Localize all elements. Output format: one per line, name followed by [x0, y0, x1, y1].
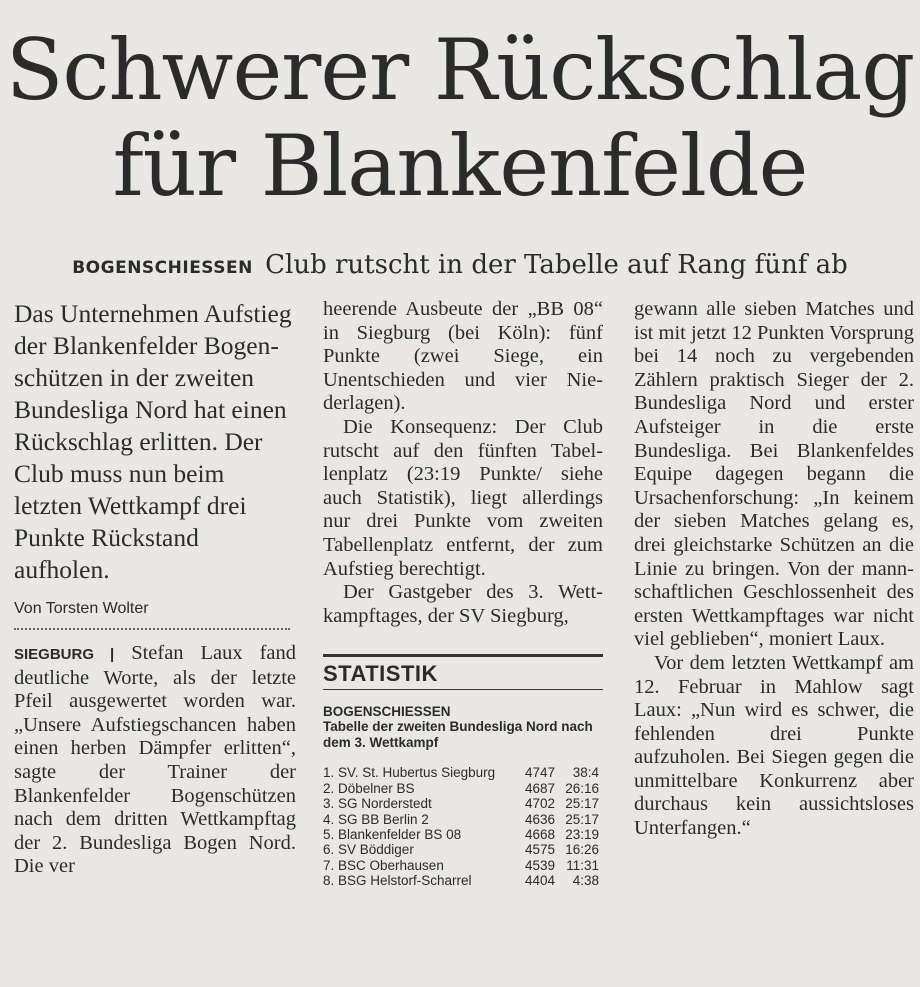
article-paragraph: heerende Ausbeute der „BB 08“ in Siegburg (bei Köln): fünf Punkte (zwei Siege, ein Unentschieden und vier Niederlagen).	[323, 298, 603, 415]
statistics-caption: Tabelle der zweiten Bundesliga Nord nach dem 3. Wettkampf	[323, 719, 593, 751]
table-row	[323, 858, 599, 873]
article-column-3	[634, 298, 914, 841]
article-column-2	[323, 298, 603, 889]
statistics-box	[323, 654, 603, 888]
rings-value: 4636	[524, 811, 555, 827]
table-row	[323, 842, 599, 857]
dateline: SIEGBURG |	[14, 646, 115, 663]
headline-line-2: für Blankenfelde	[112, 117, 808, 215]
article-paragraph: Vor dem letzten Wettkampf am 12. Februar in Mahlow sagt Laux: „Nun wird es schwer, die fehlenden drei Punkte aufzuholen. Bei Siegen gegen die unmittelbare Konkurrenz aber durchaus kein aussichtsloses Unterfangen.“	[634, 651, 914, 840]
points-value: 25:17	[565, 811, 599, 827]
headline	[0, 22, 920, 214]
rings-value: 4702	[524, 796, 555, 812]
points-value: 11:31	[566, 857, 599, 873]
article-body-1	[14, 642, 296, 879]
article-column-1	[14, 298, 296, 879]
team-name: 7. BSC Oberhausen	[323, 857, 444, 873]
article-lead: Das Unternehmen Aufstieg der Blankenfelder Bogenschützen in der zweiten Bundesliga Nord hat einen Rückschlag erlitten. Der Club muss nun beim letzten Wettkampf drei Punkte Rückstand aufholen.	[14, 299, 292, 584]
headline-line-1: Schwerer Rückschlag	[5, 21, 915, 119]
byline: Von Torsten Wolter	[14, 600, 290, 630]
rings-value: 4539	[524, 857, 555, 873]
rings-value: 4747	[524, 765, 555, 781]
rings-value: 4687	[524, 780, 555, 796]
statistics-kicker: BOGENSCHIESSEN	[323, 704, 451, 720]
rings-value: 4668	[524, 826, 555, 842]
points-value: 4:38	[572, 873, 599, 889]
table-row	[323, 873, 599, 888]
points-value: 16:26	[565, 842, 599, 858]
team-name: 3. SG Norderstedt	[323, 796, 432, 812]
rings-value: 4404	[524, 873, 555, 889]
team-name: 1. SV. St. Hubertus Siegburg	[323, 765, 496, 781]
team-name: 8. BSG Helstorf-Scharrel	[323, 873, 472, 889]
team-name: 2. Döbelner BS	[323, 780, 415, 796]
subheadline-kicker: BOGENSCHIESSEN	[72, 258, 253, 278]
points-value: 23:19	[565, 826, 599, 842]
statistics-title: STATISTIK	[323, 661, 603, 690]
team-name: 4. SG BB Berlin 2	[323, 811, 429, 827]
article-paragraph: gewann alle sieben Matches und ist mit jetzt 12 Punkten Vorsprung bei 14 noch zu vergebenden Zählern praktisch Sieger der 2. Bundesliga Nord und erster Aufsteiger in die erste Bundesliga. Bei Blankenfeldes Equipe dagegen begann die Ursachenforschung: „In keinem der sieben Matches gelang es, drei gleichstarke Schützen an die Linie zu bringen. Von der mannschaftlichen Geschlossenheit des ersten Wettkampftages war nicht viel geblieben“, moniert Laux.	[634, 298, 914, 651]
table-row	[323, 812, 599, 827]
table-row	[323, 781, 599, 796]
article-paragraph: Der Gastgeber des 3. Wettkampftages, der SV Siegburg,	[323, 581, 603, 627]
points-value: 26:16	[565, 780, 599, 796]
points-value: 38:4	[572, 765, 599, 781]
table-row	[323, 796, 599, 811]
article-body-1-text: Stefan Laux fand deutliche Worte, als der letzte Pfeil ausgewertet worden war. „Unsere Aufstiegschancen haben einen herben Dämpfer erlitten“, sagte der Trainer der Blankenfelder Bogenschützen nach dem dritten Wettkampftag der 2. Bundesliga Bogen Nord. Die ver	[14, 642, 297, 878]
subheadline-text: Club rutscht in der Tabelle auf Rang fünf ab	[265, 250, 848, 280]
points-value: 25:17	[565, 796, 599, 812]
standings-table	[323, 765, 599, 888]
rings-value: 4575	[524, 842, 555, 858]
table-row	[323, 765, 599, 780]
article-paragraph: Die Konsequenz: Der Club rutscht auf den fünften Tabellenplatz (23:19 Punkte/ siehe auch Statistik), liegt allerdings nur drei Punkte vom zweiten Tabellenplatz entfernt, der zum Aufstieg berechtigt.	[323, 415, 603, 580]
subheadline	[0, 250, 920, 280]
team-name: 5. Blankenfelder BS 08	[323, 826, 462, 842]
team-name: 6. SV Böddiger	[323, 842, 414, 858]
table-row	[323, 827, 599, 842]
